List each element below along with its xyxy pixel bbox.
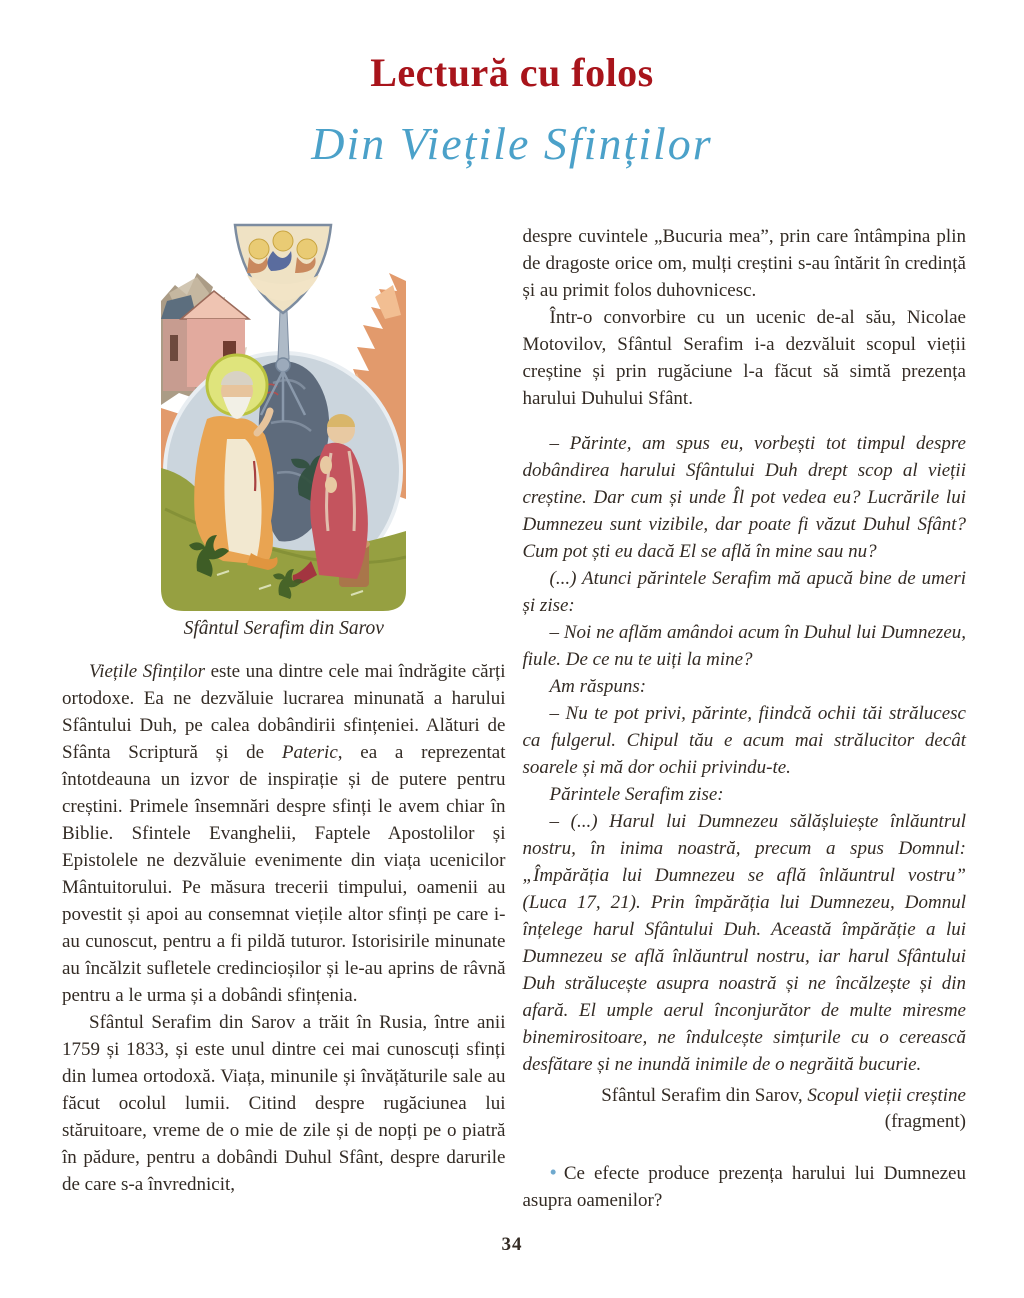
question-text: Ce efecte produce prezența harului lui Dumnezeu asupra oamenilor? [522,1163,966,1212]
paragraph-seraphim-bio: Sfântul Serafim din Sarov a trăit în Rusia, între anii 1759 și 1833, și este unul dintre cei mai cunoscuți sfinți din lumea ortodoxă. Viața, minunile și învățăturile sale au făcut ocolul lumii. Citind despre rugăciunea lui stăruitoare, vreme de o mie de zile și de nopți pe o piatră în pădure, pentru a dobândi Duhul Sfânt, despre darurile de care s-a învrednicit, [62,1012,506,1196]
dialogue-line: Am răspuns: [549,676,647,698]
dialogue-line: – (...) Harul lui Dumnezeu sălășluiește înlăuntrul nostru, în inima noastră, precum a spus Domnul: „Împărăția lui Dumnezeu se află înlăuntrul vostru” (Luca 17, 21). Prin împărăția lui Dumnezeu, Domnul înțelege harul Sfântului Duh. Această împărăție a lui Dumnezeu se află înlăuntrul nostru, iar harul Sfântului Duh strălucește asupra noastră și ne încălzește și din afară. El umple aerul înconjurător de multe miresme binemirositoare, ne îndulcește simțurile cu o cerească desfătare și ne inundă inimile de o negrăită bucurie. [522,811,966,1076]
page-number: 34 [501,1234,523,1255]
book-title-inline: Viețile Sfinților [89,661,206,683]
dialogue-line: – Nu te pot privi, părinte, fiindcă ochii tăi strălucesc ca fulgerul. Chipul tău e acum mai strălucitor decât soarele și mă dor ochii privindu-te. [522,703,966,779]
dialogue-line: – Noi ne aflăm amândoi acum în Duhul lui Dumnezeu, fiule. De ce nu te uiți la mine? [522,622,966,671]
comprehension-question [523,1159,967,1214]
saint-seraphim-figure [194,355,277,570]
attribution-fragment: (fragment) [884,1111,966,1133]
bullet-icon: • [549,1160,557,1185]
figure-caption: Sfântul Serafim din Sarov [183,618,384,640]
dialogue-line: Părintele Serafim zise: [549,784,724,806]
page-title: Lectură cu folos [370,50,654,95]
source-attribution [523,1083,967,1135]
saint-seraphim-and-motovilov-icon [161,223,406,613]
attribution-author: Sfântul Serafim din Sarov, [601,1085,808,1107]
saint-icon-figure [161,223,406,642]
content-columns [62,223,966,1233]
book-title-inline: Pateric [281,742,338,764]
left-column [62,223,506,1233]
paragraph-motovilov-intro: Într-o convorbire cu un ucenic de-al său, Nicolae Motovilov, Sfântul Serafim i-a dezvăluit scopul vieții creștine și prin rugăciune l-a făcut să simtă prezența harului Duhului Sfânt. [522,307,966,410]
paragraph-continuation: despre cuvintele „Bucuria mea”, prin care întâmpina plin de dragoste orice om, mulți creștini s-au întărit în credință și au primit folos duhovnicesc. [522,226,966,302]
attribution-work-title: Scopul vieții creștine [807,1085,966,1107]
dialogue-line: – Părinte, am spus eu, vorbești tot timpul despre dobândirea harului Sfântului Duh drept scop al vieții creștine. Dar cum și unde Îl pot vedea eu? Lucrările lui Dumnezeu sunt vizibile, dar poate fi văzut Duhul Sfânt? Cum pot ști eu dacă El se află în mine sau nu? [522,433,966,563]
dialogue-line: (...) Atunci părintele Serafim mă apucă bine de umeri și zise: [522,568,966,617]
paragraph-lives-of-saints: Viețile Sfinților este una dintre cele mai îndrăgite cărți ortodoxe. Ea ne dezvăluie lucrarea minunată a harului Sfântului Duh, pe calea dobândirii sfințeniei. Alături de Sfânta Scriptură și de Pateric, ea a reprezentat întotdeauna un izvor de inspirație și de putere pentru creștini. Primele însemnări despre sfinți le avem chiar în Biblie. Sfintele Evanghelii, Faptele Apostolilor și Epistolele ne dezvăluie evenimente din viața ucenicilor Mântuitorului. Pe măsura trecerii timpului, oamenii au povestit și apoi au consemnat viețile altor sfinți pe care i-au cunoscut, pentru a fi pildă tuturor. Istorisirile minunate au încălzit sufletele credincioșilor și le-au aprins de râvnă pentru a le urma și a dobândi sfințenia. [62,661,506,1007]
right-column [523,223,967,1233]
section-subtitle: Din Viețile Sfinților [311,118,713,169]
